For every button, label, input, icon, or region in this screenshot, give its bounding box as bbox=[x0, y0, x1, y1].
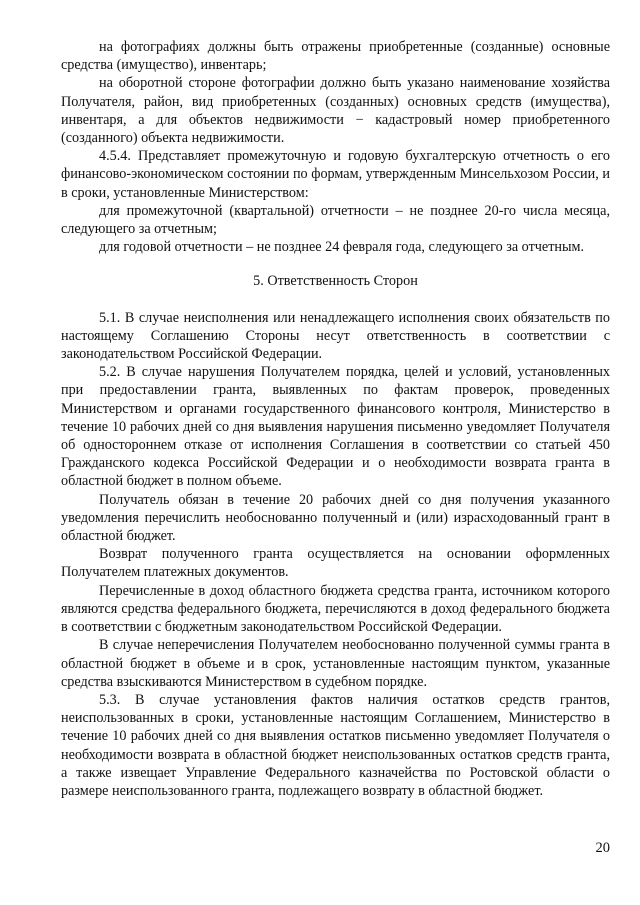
paragraph-photo-back: на оборотной стороне фотографии должно быть указано наименование хозяйства Получателя, район, вид приобретенных (созданных) основных средств (имущества), инвентаря, а для объектов недвижимости − кадастровый номер приобретенного (созданного) объекта недвижимости. bbox=[61, 75, 610, 147]
paragraph-4-5-4: 4.5.4. Представляет промежуточную и годовую бухгалтерскую отчетность о его финансово-экономическом состоянии по формам, утвержденным Минсельхозом России, и в сроки, установленные Министерством: bbox=[61, 148, 610, 201]
paragraph-5-3: 5.3. В случае установления фактов наличия остатков средств грантов, неиспользованных в сроки, установленные настоящим Соглашением, Министерство в течение 10 рабочих дней со дня выявления остатков письменно уведомляет Получателя о необходимости возврата в областной бюджет неиспользованных остатков средств гранта, а также извещает Управление Федерального казначейства по Ростовской области о размере неиспользованного гранта, подлежащего возврату в областной бюджет. bbox=[61, 691, 610, 799]
paragraph-court-recovery: В случае неперечисления Получателем необоснованно полученной суммы гранта в областной бюджет в объеме и в срок, установленные настоящим пунктом, указанные средства взыскиваются Министерством в судебном порядке. bbox=[61, 637, 610, 690]
section-heading: 5. Ответственность Сторон bbox=[253, 273, 418, 290]
paragraph-federal-transfer: Перечисленные в доход областного бюджета средства гранта, источником которого являются средства федерального бюджета, перечисляются в доход федерального бюджета в соответствии с бюджетным законодательством Российской Федерации. bbox=[61, 582, 610, 636]
paragraph-quarterly-reporting: для промежуточной (квартальной) отчетности – не позднее 20-го числа месяца, следующего за отчетным; bbox=[61, 202, 610, 238]
paragraph-5-1: 5.1. В случае неисполнения или ненадлежащего исполнения своих обязательств по настоящему Соглашению Стороны несут ответственность в соответствии с законодательством Российской Федерации. bbox=[61, 309, 610, 363]
paragraph-refund-basis: Возврат полученного гранта осуществляется на основании оформленных Получателем платежных документов. bbox=[61, 546, 610, 581]
paragraph-5-2: 5.2. В случае нарушения Получателем порядка, целей и условий, установленных при предоставлении гранта, выявленных по фактам проверок, проведенных Министерством и органами государственного финансового контроля, Министерство в течение 10 рабочих дней со дня выявления нарушения письменно уведомляет Получателя об одностороннем отказе от исполнения Соглашения в соответствии со статьей 450 Гражданского кодекса Российской Федерации и о необходимости возврата гранта в областной бюджет в полном объеме. bbox=[61, 364, 610, 490]
paragraph-photo-content: на фотографиях должны быть отражены приобретенные (созданные) основные средства (имущество), инвентарь; bbox=[61, 39, 610, 74]
paragraph-annual-reporting: для годовой отчетности – не позднее 24 февраля года, следующего за отчетным. bbox=[99, 239, 585, 256]
page-number: 20 bbox=[595, 840, 610, 856]
paragraph-refund-obligation: Получатель обязан в течение 20 рабочих дней со дня получения указанного уведомления перечислить необоснованно полученный и (или) израсходованный грант в областной бюджет. bbox=[61, 491, 610, 545]
